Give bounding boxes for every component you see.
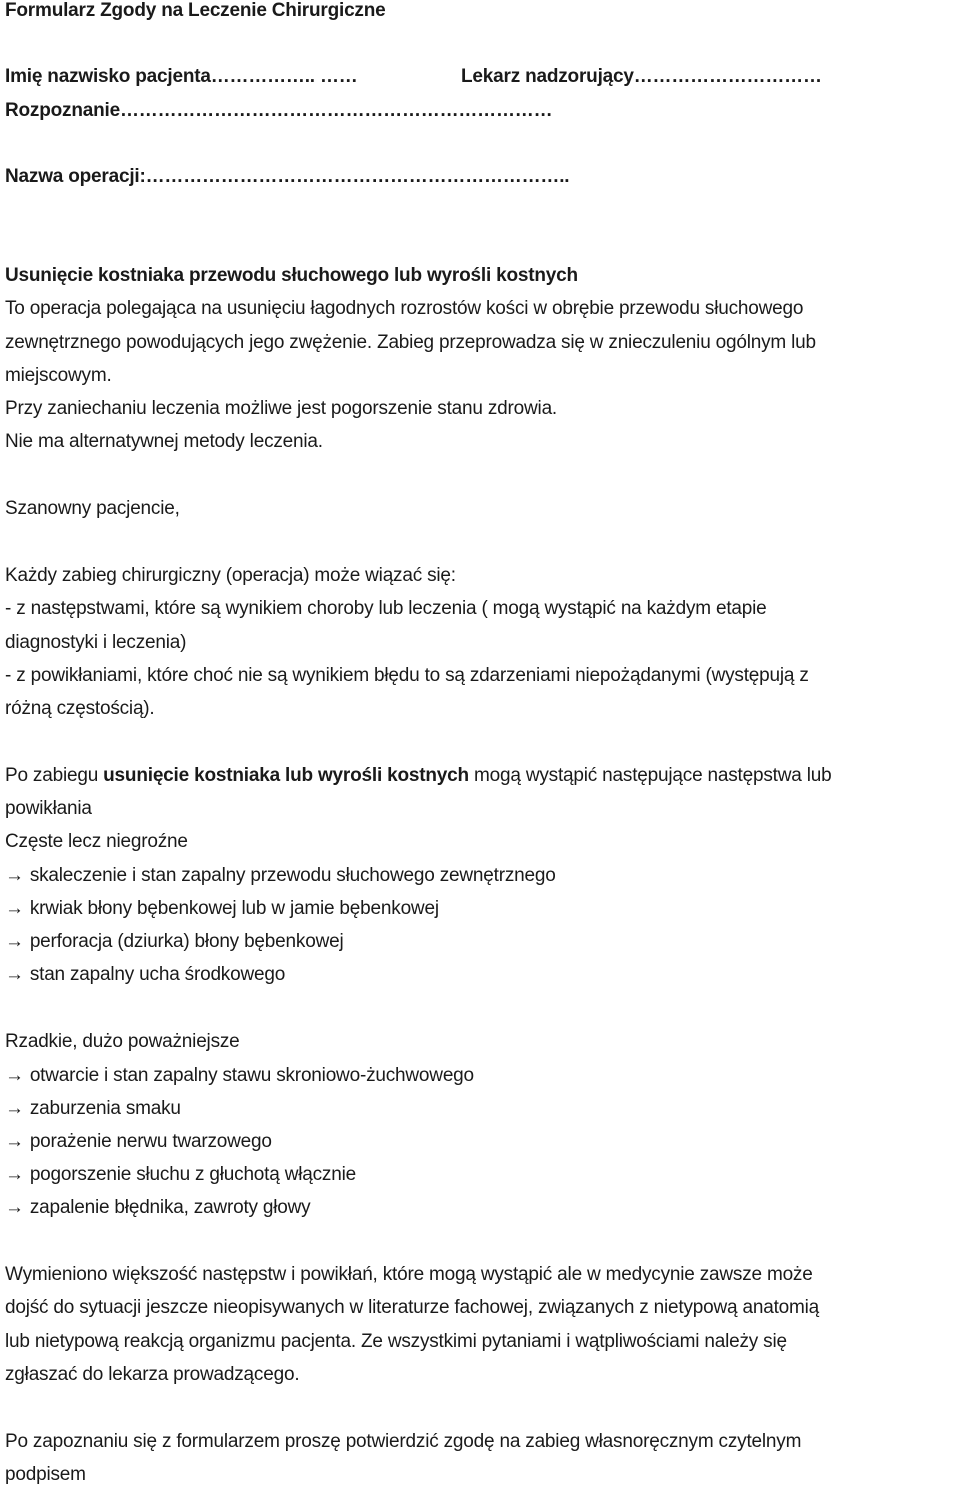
arrow-right-icon: → [5,898,24,919]
common-heading: Częste lecz niegroźne [5,831,188,852]
greeting: Szanowny pacjencie, [5,498,180,519]
list-item-text: pogorszenie słuchu z głuchotą włącznie [29,1164,356,1185]
list-item-text: perforacja (dziurka) błony bębenkowej [29,931,344,952]
consequences-suffix: mogą wystąpić następujące następstwa lub [468,765,832,786]
list-item [5,1164,356,1186]
consequences-prefix: Po zabiegu [5,765,104,786]
closing-line: lub nietypową reakcją organizmu pacjenta. Ze wszystkimi pytaniami i wątpliwościami należy się [5,1331,787,1352]
consequences-sentence [5,765,831,787]
list-item [5,931,343,953]
list-item-text: skaleczenie i stan zapalny przewodu słuchowego zewnętrznego [29,865,556,886]
procedure-desc-line: Nie ma alternatywnej metody leczenia. [5,431,323,452]
list-item-text: stan zapalny ucha środkowego [29,964,286,985]
closing-line: zgłaszać do lekarza prowadzącego. [5,1364,300,1385]
procedure-desc-line: Przy zaniechaniu leczenia możliwe jest pogorszenie stanu zdrowia. [5,398,558,419]
intro-line: różną częstością). [5,698,155,719]
operation-name-field: Nazwa operacji:………………………………………………………….. [5,166,570,187]
patient-name-field: Imię nazwisko pacjenta…………….. …… [5,66,358,87]
arrow-right-icon: → [5,964,24,985]
list-item [5,898,439,920]
list-item-text: zapalenie błędnika, zawroty głowy [29,1197,311,1218]
list-item [5,1065,474,1087]
list-item-text: krwiak błony bębenkowej lub w jamie bębenkowej [29,898,439,919]
arrow-right-icon: → [5,1098,24,1119]
intro-line: diagnostyki i leczenia) [5,632,187,653]
arrow-right-icon: → [5,931,24,952]
procedure-desc-line: miejscowym. [5,365,112,386]
list-item [5,865,556,887]
list-item [5,1197,311,1219]
closing-line: dojść do sytuacji jeszcze nieopisywanych w literaturze fachowej, związanych z nietypową anatomią [5,1297,820,1318]
list-item-text: zaburzenia smaku [29,1098,181,1119]
confirm-line: Po zapoznaniu się z formularzem proszę potwierdzić zgodę na zabieg własnoręcznym czytelnym [5,1431,802,1452]
arrow-right-icon: → [5,1197,24,1218]
list-item [5,1098,181,1120]
closing-line: Wymieniono większość następstw i powikłań, które mogą wystąpić ale w medycynie zawsze może [5,1264,813,1285]
arrow-right-icon: → [5,865,24,886]
procedure-name-bold: usunięcie kostniaka lub wyrośli kostnych [103,765,469,786]
arrow-right-icon: → [5,1131,24,1152]
intro-line: - z powikłaniami, które choć nie są wynikiem błędu to są zdarzeniami niepożądanymi (występują z [5,665,809,686]
list-item-text: porażenie nerwu twarzowego [29,1131,272,1152]
intro-line: Każdy zabieg chirurgiczny (operacja) może wiązać się: [5,565,456,586]
diagnosis-field: Rozpoznanie…………………………………………………………… [5,100,553,121]
supervising-doctor-field: Lekarz nadzorujący………………………… [461,66,822,87]
confirm-line: podpisem [5,1464,86,1485]
arrow-right-icon: → [5,1065,24,1086]
rare-heading: Rzadkie, dużo poważniejsze [5,1031,240,1052]
list-item [5,964,285,986]
list-item-text: otwarcie i stan zapalny stawu skroniowo-żuchwowego [29,1065,474,1086]
procedure-title: Usunięcie kostniaka przewodu słuchowego lub wyrośli kostnych [5,265,578,286]
form-title: Formularz Zgody na Leczenie Chirurgiczne [5,0,386,21]
list-item [5,1131,272,1153]
intro-line: - z następstwami, które są wynikiem choroby lub leczenia ( mogą wystąpić na każdym etapie [5,598,767,619]
arrow-right-icon: → [5,1164,24,1185]
procedure-desc-line: To operacja polegająca na usunięciu łagodnych rozrostów kości w obrębie przewodu słuchowego [5,298,804,319]
procedure-desc-line: zewnętrznego powodujących jego zwężenie. Zabieg przeprowadza się w znieczuleniu ogólnym lub [5,332,816,353]
consequences-line2: powikłania [5,798,92,819]
